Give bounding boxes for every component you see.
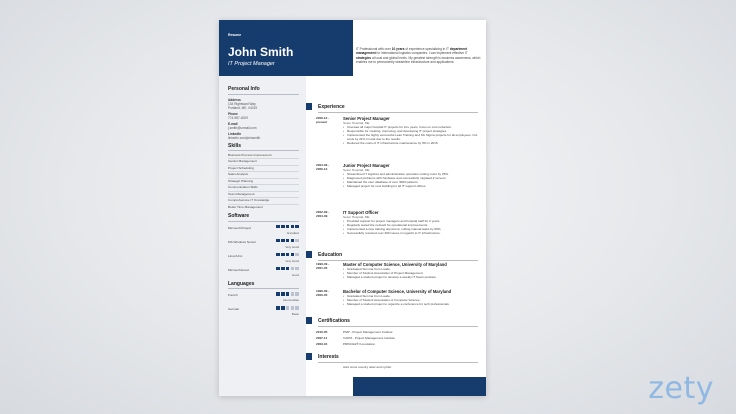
rating-dots bbox=[276, 267, 299, 271]
rating-square-icon bbox=[291, 253, 295, 257]
personal-info-label: Address bbox=[228, 97, 241, 102]
entry-title: Junior Project Manager bbox=[343, 163, 390, 168]
skill-item: Project Scheduling bbox=[228, 165, 254, 170]
languages-list bbox=[228, 292, 299, 316]
rating-square-icon bbox=[291, 239, 295, 243]
candidate-role: IT Project Manager bbox=[228, 61, 275, 67]
certification-name: CAPM - Project Management Institute bbox=[343, 336, 395, 340]
skills-heading: Skills bbox=[228, 142, 242, 149]
language-row bbox=[228, 292, 299, 297]
entry-bullet: • Implemented a new training document, cutting manual tasks by 60%. bbox=[343, 227, 478, 231]
divider bbox=[228, 221, 299, 222]
software-name: Linux/Unix bbox=[228, 253, 243, 258]
entry-bullet: • Diagnosed problems with hardware and successfully migrated 2 servers. bbox=[343, 176, 478, 180]
language-row bbox=[228, 306, 299, 311]
personal-info-label: E-mail bbox=[228, 121, 238, 126]
rating-square-icon bbox=[281, 253, 285, 257]
skills-list bbox=[228, 154, 299, 209]
software-level: Excellent bbox=[287, 230, 299, 235]
rating-square-icon bbox=[286, 292, 290, 296]
footer-band bbox=[353, 377, 486, 396]
rating-square-icon bbox=[276, 239, 280, 243]
main-column bbox=[306, 76, 486, 396]
language-level: Basic bbox=[291, 312, 299, 317]
rating-dots bbox=[276, 253, 299, 257]
divider bbox=[318, 326, 478, 327]
rating-square-icon bbox=[281, 267, 285, 271]
language-name: German bbox=[228, 307, 240, 312]
entry-bullet: • Implemented the highly successful Lean Training and Six Sigma projects for all employees. Cut costs by 21% in total due to the results. bbox=[343, 133, 478, 141]
software-heading: Software bbox=[228, 213, 250, 220]
rating-square-icon bbox=[295, 225, 299, 229]
skill-item: Business Process Improvement bbox=[228, 153, 272, 157]
entry-body bbox=[343, 262, 478, 279]
certification-name: PMP - Project Management Institute bbox=[343, 330, 393, 334]
skill-item: Team Management bbox=[228, 191, 255, 196]
section-flag-icon bbox=[306, 251, 312, 258]
summary-text: at local and global levels. My greatest strength is business awareness, which enables me to permanently streamline infrastructure and applications. bbox=[356, 55, 481, 65]
certification-row bbox=[316, 336, 395, 340]
entry-date: 2004-09 - 2006-12 bbox=[316, 163, 330, 171]
rating-square-icon bbox=[286, 306, 290, 310]
entry-body bbox=[343, 163, 478, 188]
personal-info-value: linkedin.com/johnsmith bbox=[228, 135, 261, 140]
entry-bullet: • Managed a student project to organize a conference for tech professionals. bbox=[343, 302, 478, 306]
software-level: Very Good bbox=[285, 258, 299, 263]
resume-tag: Resume bbox=[228, 33, 242, 37]
rating-square-icon bbox=[281, 239, 285, 243]
divider bbox=[318, 260, 478, 261]
skill-item: Comprehensive IT Knowledge bbox=[228, 198, 270, 203]
entry-bullet: • Graduated Summa Cum Laude. bbox=[343, 267, 478, 271]
entry-title: Bachelor of Computer Science, University of Maryland bbox=[343, 289, 452, 294]
entry-organization: Seton Hospital, ME bbox=[343, 121, 370, 125]
profile-summary bbox=[356, 47, 481, 65]
personal-info-list bbox=[228, 98, 299, 140]
rating-square-icon bbox=[291, 306, 295, 310]
entry-body bbox=[343, 210, 478, 235]
rating-dots bbox=[276, 292, 299, 296]
entry-body bbox=[343, 116, 478, 145]
software-row bbox=[228, 225, 299, 230]
entry-bullet: • Managed project for new building for all IT support offices. bbox=[343, 184, 478, 188]
rating-square-icon bbox=[281, 292, 285, 296]
header-band bbox=[219, 20, 353, 76]
skill-item: Vendor Management bbox=[228, 159, 257, 164]
entry-title: IT Support Officer bbox=[343, 210, 379, 215]
rating-dots bbox=[276, 306, 299, 310]
rating-square-icon bbox=[291, 225, 295, 229]
rating-square-icon bbox=[295, 306, 299, 310]
entry-date: 2002-09 - 2004-09 bbox=[316, 210, 330, 218]
rating-square-icon bbox=[295, 267, 299, 271]
entry-date: 1996-09 - 2000-05 bbox=[316, 289, 330, 297]
certification-row bbox=[316, 330, 393, 334]
entry-bullet: • Successfully resolved over 300 issues in regards to IT infrastructure. bbox=[343, 231, 478, 235]
rating-dots bbox=[276, 225, 299, 229]
software-list bbox=[228, 225, 299, 277]
certification-row bbox=[316, 342, 375, 346]
rating-square-icon bbox=[281, 306, 285, 310]
interests-heading: Interests bbox=[318, 354, 339, 360]
entry-bullet: • Responsible for creating, improving, and developing IT project strategies. bbox=[343, 129, 478, 133]
rating-square-icon bbox=[276, 267, 280, 271]
entry-bullet: • Streamlined IT logistics and administration operation cutting costs by 25%. bbox=[343, 172, 478, 176]
rating-square-icon bbox=[281, 225, 285, 229]
software-row bbox=[228, 239, 299, 244]
brand-logo: zety bbox=[648, 371, 714, 406]
software-level: Very Good bbox=[285, 244, 299, 249]
software-row bbox=[228, 253, 299, 258]
summary-bold: strategies bbox=[356, 55, 372, 60]
rating-square-icon bbox=[276, 292, 280, 296]
summary-text: of experience specializing in IT bbox=[404, 47, 450, 51]
skill-item: Communication Skills bbox=[228, 185, 258, 190]
entry-date: 2006-12 - present bbox=[316, 116, 330, 124]
certification-date: 2007-11 bbox=[316, 336, 328, 340]
entry-bullet: • Maintained the user database of over 3000 patients. bbox=[343, 180, 478, 184]
summary-bold: 10 years bbox=[391, 47, 405, 51]
divider bbox=[228, 288, 299, 289]
rating-square-icon bbox=[295, 253, 299, 257]
entry-title: Senior Project Manager bbox=[343, 116, 390, 121]
certification-date: 2003-04 bbox=[316, 342, 328, 346]
rating-square-icon bbox=[286, 267, 290, 271]
entry-bullet: • Reduced the costs of IT infrastructure maintenance by 5% in 2015. bbox=[343, 141, 478, 145]
language-name: French bbox=[228, 293, 238, 298]
skill-item: Strategic Planning bbox=[228, 178, 254, 183]
personal-info-value: j.smith@uxmail.com bbox=[228, 125, 257, 130]
software-level: Good bbox=[291, 272, 299, 277]
personal-info-value: 134 Rightward Way Portland, ME, 04019 bbox=[228, 101, 258, 110]
section-flag-icon bbox=[306, 317, 312, 324]
certification-name: PRINCE2® Foundation bbox=[343, 342, 376, 346]
interests-text: Avid cross country skier and cyclist. bbox=[343, 365, 392, 369]
entry-organization: Seton Hospital, ME bbox=[343, 168, 370, 172]
divider bbox=[228, 150, 299, 151]
software-name: Microsoft Project bbox=[228, 225, 252, 230]
rating-square-icon bbox=[286, 225, 290, 229]
rating-dots bbox=[276, 239, 299, 243]
skill-item: Sales Analysis bbox=[228, 172, 248, 177]
entry-bullet: • Regularly tested the network for operational improvements. bbox=[343, 223, 478, 227]
entry-body bbox=[343, 289, 478, 306]
divider bbox=[318, 362, 478, 363]
rating-square-icon bbox=[295, 292, 299, 296]
personal-info-value: 774-987-4009 bbox=[228, 115, 248, 120]
candidate-name: John Smith bbox=[228, 45, 294, 59]
rating-square-icon bbox=[276, 225, 280, 229]
rating-square-icon bbox=[286, 253, 290, 257]
divider bbox=[318, 112, 478, 113]
experience-heading: Experience bbox=[318, 104, 345, 110]
software-row bbox=[228, 267, 299, 272]
summary-text: for international logistics companies. I can implement effective IT bbox=[375, 51, 468, 56]
section-flag-icon bbox=[306, 103, 312, 110]
personal-info-label: LinkedIn bbox=[228, 131, 242, 136]
rating-square-icon bbox=[295, 239, 299, 243]
entry-bullet: • Member of Student Association of Computer Science. bbox=[343, 298, 478, 302]
language-level: Intermediate bbox=[282, 298, 299, 303]
rating-square-icon bbox=[276, 306, 280, 310]
summary-bold: department management bbox=[356, 47, 468, 56]
rating-square-icon bbox=[276, 253, 280, 257]
resume-sheet bbox=[219, 20, 486, 396]
summary-text: IT Professional with over bbox=[356, 47, 392, 51]
personal-info-label: Phone bbox=[228, 111, 238, 116]
section-flag-icon bbox=[306, 353, 312, 360]
software-name: MS Windows Server bbox=[228, 239, 257, 244]
rating-square-icon bbox=[286, 239, 290, 243]
entry-bullet: • Member of Student Association of Project Management. bbox=[343, 271, 478, 275]
education-heading: Education bbox=[318, 252, 343, 258]
certification-date: 2010-05 bbox=[316, 330, 328, 334]
rating-square-icon bbox=[291, 267, 295, 271]
entry-bullet: • Provided support for project managers and hospital staff for 2 years. bbox=[343, 219, 478, 223]
sidebar bbox=[219, 76, 306, 396]
entry-bullet: • Managed a student project to develop a weekly IT News podcast. bbox=[343, 275, 478, 279]
entry-title: Master of Computer Science, University of Maryland bbox=[343, 262, 447, 267]
personal-info-heading: Personal Info bbox=[228, 86, 260, 92]
entry-bullet: • Oversaw all major hospital IT projects for 10+ years, focus on cost reduction. bbox=[343, 125, 478, 129]
skill-item: Better Time Management bbox=[228, 204, 263, 209]
entry-date: 1996-09 - 2001-05 bbox=[316, 262, 330, 270]
entry-bullet: • Graduated Summa Cum Laude. bbox=[343, 294, 478, 298]
entry-organization: Seton Hospital, ME bbox=[343, 215, 370, 219]
certifications-heading: Certifications bbox=[318, 318, 350, 324]
software-name: Microsoft Excel bbox=[228, 267, 249, 272]
languages-heading: Languages bbox=[228, 280, 255, 287]
rating-square-icon bbox=[291, 292, 295, 296]
divider bbox=[228, 94, 299, 95]
